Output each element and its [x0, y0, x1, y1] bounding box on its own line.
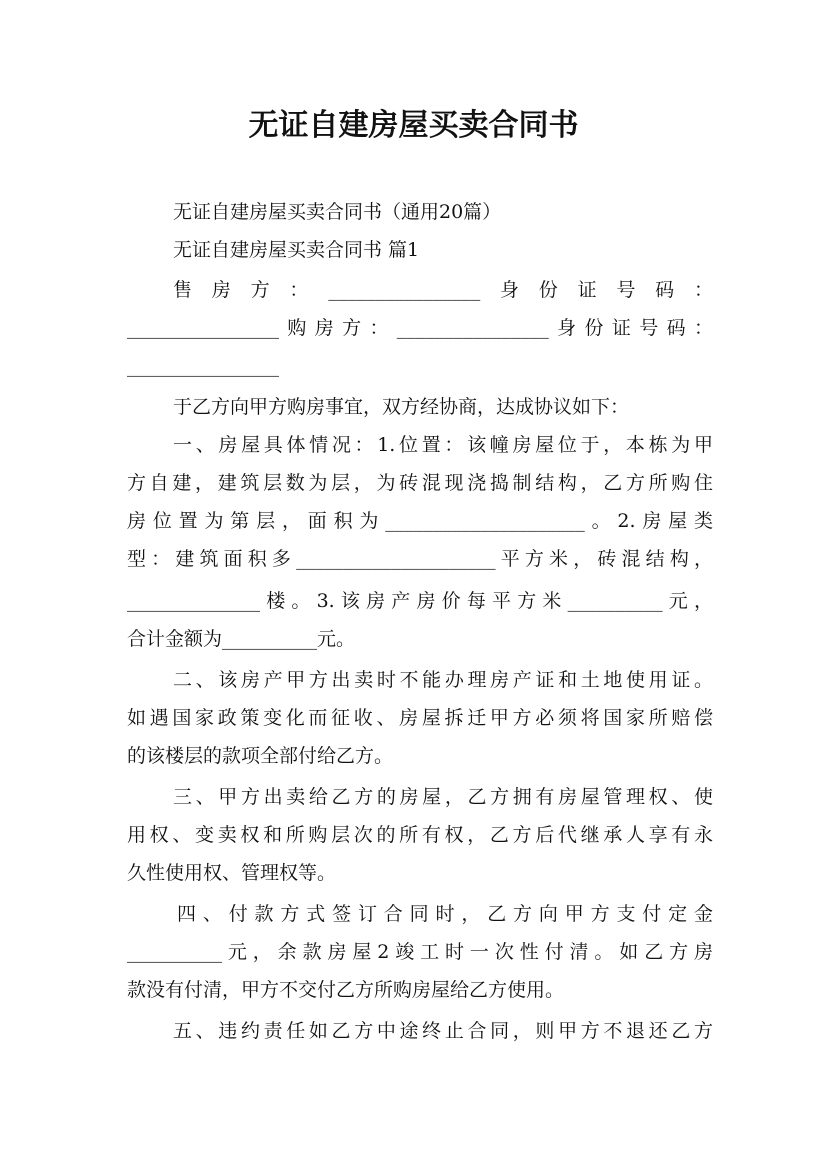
paragraph-line: 久性使用权、管理权等。	[127, 862, 337, 884]
paragraph-line: 房位置为第层，面积为_____________________。2.房屋类	[127, 510, 713, 532]
paragraph-line: 四、付款方式签订合同时，乙方向甲方支付定金	[177, 903, 713, 925]
paragraph-line: __________元，余款房屋2竣工时一次性付清。如乙方房	[127, 941, 713, 963]
paragraph-line: 用权、变卖权和所购层次的所有权，乙方后代继承人享有永	[127, 824, 713, 846]
buyer-id-line: ________________购房方：________________身份证号码：	[127, 317, 713, 339]
paragraph-line: 的该楼层的款项全部付给乙方。	[127, 745, 394, 767]
paragraph-line: 如遇国家政策变化而征收、房屋拆迁甲方必须将国家所赔偿	[127, 707, 713, 729]
paragraph-line: 三、甲方出卖给乙方的房屋，乙方拥有房屋管理权、使	[173, 786, 713, 808]
paragraph-line: 合计金额为__________元。	[127, 628, 356, 650]
paragraph-line: ______________楼。3.该房产房价每平方米__________元，	[127, 590, 713, 612]
paragraph-line: 五、违约责任如乙方中途终止合同，则甲方不退还乙方	[173, 1020, 713, 1042]
subtitle-line: 无证自建房屋买卖合同书（通用20篇）	[173, 201, 502, 223]
paragraph-line: 型：建筑面积多_____________________平方米，砖混结构，	[127, 548, 713, 570]
paragraph-line: 一、房屋具体情况：1.位置：该幢房屋位于，本栋为甲	[173, 434, 713, 456]
seller-id-line: 售房方：________________身份证号码：	[173, 279, 713, 301]
section-heading: 无证自建房屋买卖合同书 篇1	[173, 239, 420, 261]
paragraph-line: 款没有付清，甲方不交付乙方所购房屋给乙方使用。	[127, 979, 565, 1001]
document-title: 无证自建房屋买卖合同书	[248, 108, 579, 143]
paragraph-line: 方自建，建筑层数为层，为砖混现浇捣制结构，乙方所购住	[127, 472, 713, 494]
paragraph-line: 于乙方向甲方购房事宜，双方经协商，达成协议如下：	[173, 396, 630, 418]
blank-line: ________________	[127, 355, 279, 377]
paragraph-line: 二、该房产甲方出卖时不能办理房产证和土地使用证。	[173, 669, 713, 691]
